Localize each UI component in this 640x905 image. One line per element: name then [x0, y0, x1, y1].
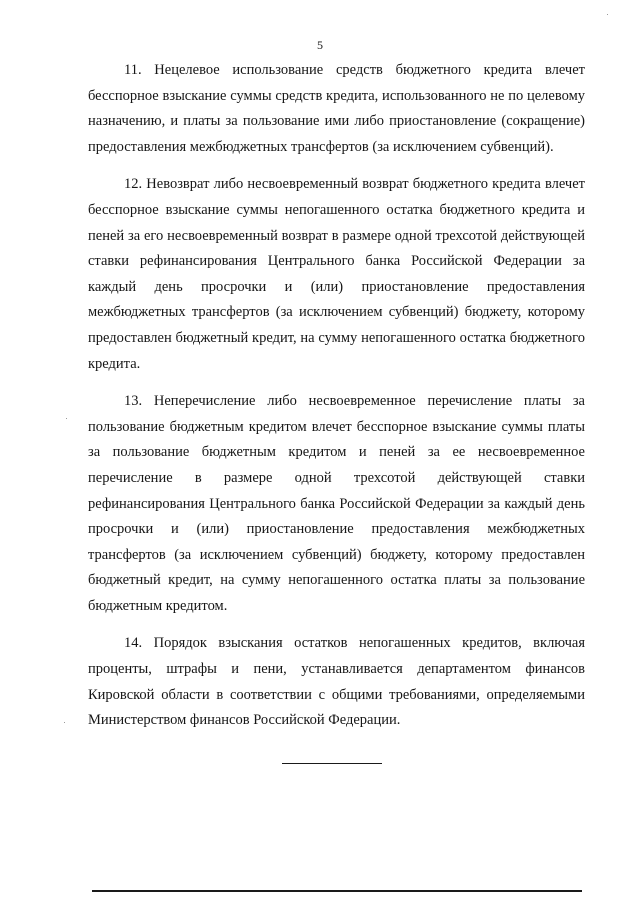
end-of-text-rule [282, 763, 382, 764]
paragraph-11: 11. Нецелевое использование средств бюджетного кредита влечет бесспорное взыскание суммы средств кредита, использованного не по целевому назначению, и платы за пользование ими либо приостановление (сокращение) предоставления межбюджетных трансфертов (за исключением субвенций). [88, 62, 585, 155]
page-bottom-rule [92, 890, 582, 892]
paragraph-13: 13. Неперечисление либо несвоевременное перечисление платы за пользование бюджетным кредитом влечет бесспорное взыскание суммы платы за пользование бюджетным кредитом и пеней за ее несвоевременное перечисление в размере одной трехсотой действующей ставки рефинансирования Центрального банка Российской Федерации за каждый день просрочки и (или) приостановление предоставления межбюджетных трансфертов (за исключением субвенций) бюджету, которому предоставлен бюджетный кредит, на сумму непогашенного остатка платы за пользование бюджетным кредитом. [88, 393, 585, 614]
document-body [88, 58, 585, 746]
paragraph-12: 12. Невозврат либо несвоевременный возврат бюджетного кредита влечет бесспорное взыскание суммы непогашенного остатка бюджетного кредита и пеней за его несвоевременный возврат в размере одной трехсотой действующей ставки рефинансирования Центрального банка Российской Федерации за каждый день просрочки и (или) приостановление предоставления межбюджетных трансфертов (за исключением субвенций) бюджету, которому предоставлен бюджетный кредит, на сумму непогашенного остатка бюджетного кредита. [88, 176, 585, 372]
scan-speck [607, 14, 608, 15]
scan-speck [66, 418, 67, 419]
paragraph-14: 14. Порядок взыскания остатков непогашенных кредитов, включая проценты, штрафы и пени, устанавливается департаментом финансов Кировской области в соответствии с общими требованиями, определяемыми Министерством финансов Российской Федерации. [88, 635, 585, 729]
scan-speck [64, 722, 65, 723]
page-number: 5 [317, 38, 323, 52]
